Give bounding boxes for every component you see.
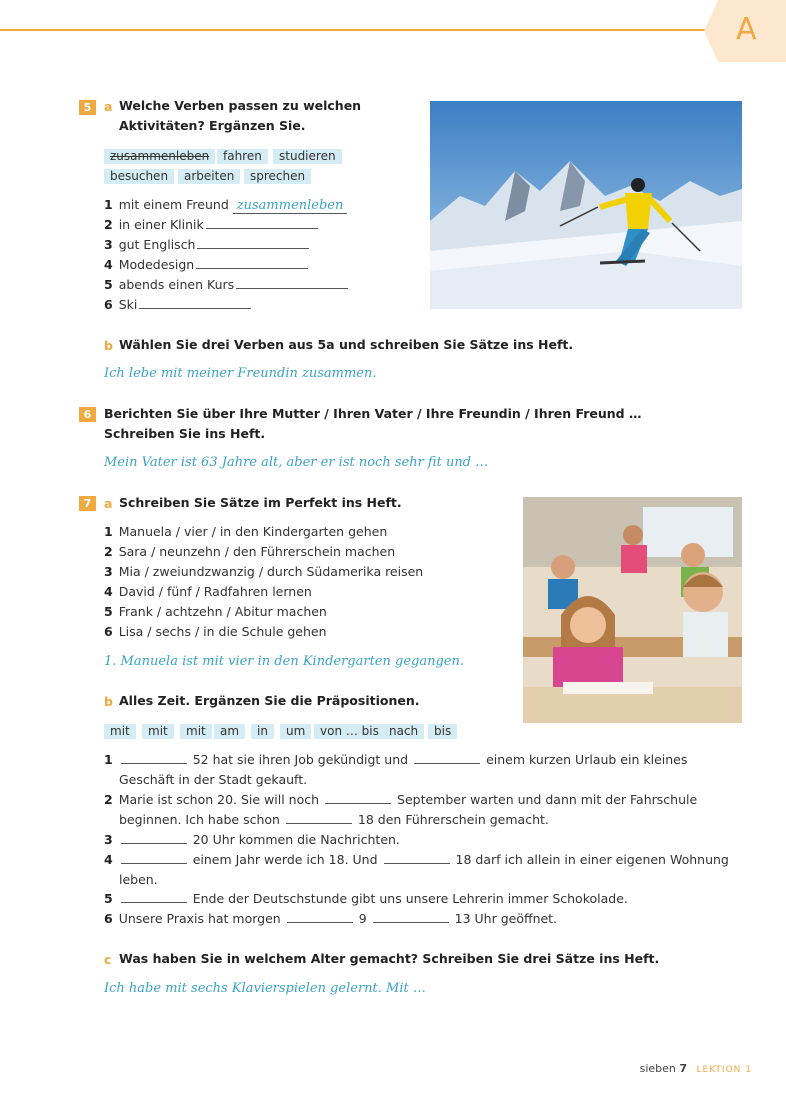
item-number: 3 [104,237,113,252]
word-chip: mit [142,724,174,739]
exercise-7b-letter: b [104,694,113,709]
word-chip: fahren [217,149,268,164]
item-text: 18 darf ich allein in einer eigenen Wohnung [455,852,729,867]
item-number: 6 [104,911,113,926]
exercise-5a-letter: a [104,99,113,114]
exercise-5-number: 5 [79,100,96,115]
exercise-7a-instruction: Schreiben Sie Sätze im Perfekt ins Heft. [119,495,402,510]
answer-blank[interactable] [196,258,308,269]
answer-blank[interactable] [139,298,251,309]
exercise-5a-item [104,255,310,275]
item-number: 2 [104,792,113,807]
answer-blank[interactable] [373,912,449,923]
exercise-5a-instruction-line2: Aktivitäten? Ergänzen Sie. [119,118,306,133]
item-text: Modedesign [118,257,195,272]
item-text: Ende der Deutschstunde gibt uns unsere Lehrerin immer Schokolade. [192,891,628,906]
exercise-6-instruction-line1: Berichten Sie über Ihre Mutter / Ihren Vater / Ihre Freundin / Ihren Freund … [104,406,642,421]
item-number: 5 [104,277,113,292]
exercise-5b-letter: b [104,338,113,353]
word-chip: mit [104,724,136,739]
word-chip: bis [428,724,457,739]
item-text: 52 hat sie ihren Job gekündigt und [192,752,409,767]
word-chip: am [214,724,245,739]
word-chip: mit [180,724,212,739]
item-number: 1 [104,524,113,539]
item-text: mit einem Freund [118,197,229,212]
answer-field[interactable]: zusammenleben [233,198,348,214]
item-text: Ski [118,297,138,312]
item-text: Manuela / vier / in den Kindergarten gehen [118,524,388,539]
exercise-6-instruction-line2: Schreiben Sie ins Heft. [104,426,266,441]
item-text: in einer Klinik [118,217,204,232]
exercise-5b-example: Ich lebe mit meiner Freundin zusammen. [104,366,377,381]
answer-blank[interactable] [121,753,187,764]
word-chip: um [280,724,311,739]
answer-blank[interactable] [286,813,352,824]
item-number: 4 [104,257,113,272]
item-number: 6 [104,297,113,312]
exercise-7a-item [104,522,387,542]
exercise-7a-example: 1. Manuela ist mit vier in den Kindergarten gegangen. [104,654,464,669]
exercise-7a-item [104,562,423,582]
item-text: 20 Uhr kommen die Nachrichten. [192,832,400,847]
exercise-7-number: 7 [79,496,96,511]
item-number: 6 [104,624,113,639]
word-chip: besuchen [104,169,174,184]
item-text: beginnen. Ich habe schon [119,812,280,827]
exercise-5a-item [104,295,253,315]
exercise-7a-item [104,622,327,642]
word-chip: zusammenleben [104,149,215,164]
skier-photo [430,101,742,309]
classroom-photo [523,497,742,723]
exercise-7c-instruction: Was haben Sie in welchem Alter gemacht? Schreiben Sie drei Sätze ins Heft. [119,951,660,966]
exercise-7b-item [104,750,687,770]
exercise-6-number: 6 [79,407,96,422]
answer-blank[interactable] [325,793,391,804]
page-number-word: sieben [639,1062,676,1075]
item-number: 3 [104,832,113,847]
exercise-7b-item [104,889,628,909]
word-chip: von … bis [314,724,385,739]
exercise-7b-item [104,830,400,850]
word-chip: sprechen [244,169,311,184]
item-text: 13 Uhr geöffnet. [454,911,558,926]
word-chip: arbeiten [178,169,240,184]
section-letter: A [736,12,757,47]
word-chip: nach [383,724,424,739]
item-number: 1 [104,752,113,767]
answer-blank[interactable] [414,753,480,764]
item-text: Geschäft in der Stadt gekauft. [119,772,308,787]
item-number: 2 [104,217,113,232]
item-text: David / fünf / Radfahren lernen [118,584,312,599]
item-text: leben. [119,872,158,887]
answer-blank[interactable] [287,912,353,923]
answer-blank[interactable] [121,833,187,844]
answer-blank[interactable] [121,853,187,864]
item-text: einem Jahr werde ich 18. Und [192,852,378,867]
exercise-5a-item [104,275,350,295]
exercise-5a-item [104,195,347,216]
item-text: Mia / zweiundzwanzig / durch Südamerika reisen [118,564,424,579]
answer-blank[interactable] [206,218,318,229]
exercise-7b-item-continuation [119,810,549,830]
item-text: Unsere Praxis hat morgen [118,911,281,926]
exercise-7a-letter: a [104,496,113,511]
exercise-7b-item [104,790,697,810]
header-rule [0,29,710,31]
exercise-5a-item [104,215,320,235]
item-number: 5 [104,604,113,619]
exercise-7c-letter: c [104,952,112,967]
exercise-5a-item [104,235,311,255]
exercise-7c-example: Ich habe mit sechs Klavierspielen gelernt. Mit … [104,981,426,996]
item-text: Marie ist schon 20. Sie will noch [118,792,320,807]
item-text: 18 den Führerschein gemacht. [357,812,549,827]
item-text: 9 [358,911,367,926]
exercise-6-example: Mein Vater ist 63 Jahre alt, aber er ist noch sehr fit und … [104,455,489,470]
word-chip: studieren [273,149,342,164]
item-text: gut Englisch [118,237,196,252]
item-number: 5 [104,891,113,906]
item-number: 1 [104,197,113,212]
item-text: abends einen Kurs [118,277,235,292]
exercise-7a-item [104,602,327,622]
answer-blank[interactable] [236,278,348,289]
item-text: Frank / achtzehn / Abitur machen [118,604,327,619]
exercise-5b-instruction: Wählen Sie drei Verben aus 5a und schreiben Sie Sätze ins Heft. [119,337,574,352]
item-text: einem kurzen Urlaub ein kleines [486,752,688,767]
item-number: 4 [104,852,113,867]
page-number: 7 [679,1062,688,1075]
exercise-7b-item [104,850,729,870]
answer-blank[interactable] [121,892,187,903]
exercise-5a-instruction-line1: Welche Verben passen zu welchen [119,98,362,113]
page-footer [640,1062,752,1075]
item-text: Lisa / sechs / in die Schule gehen [118,624,327,639]
word-chip: in [251,724,274,739]
exercise-7a-item [104,542,395,562]
exercise-7a-item [104,582,312,602]
answer-blank[interactable] [197,238,309,249]
item-text: Sara / neunzehn / den Führerschein machen [118,544,396,559]
item-number: 4 [104,584,113,599]
item-text: September warten und dann mit der Fahrschule [397,792,698,807]
exercise-7b-instruction: Alles Zeit. Ergänzen Sie die Präpositionen. [119,693,420,708]
answer-blank[interactable] [384,853,450,864]
item-number: 2 [104,544,113,559]
item-number: 3 [104,564,113,579]
exercise-7b-item [104,909,557,929]
lesson-label: LEKTION 1 [696,1065,752,1075]
